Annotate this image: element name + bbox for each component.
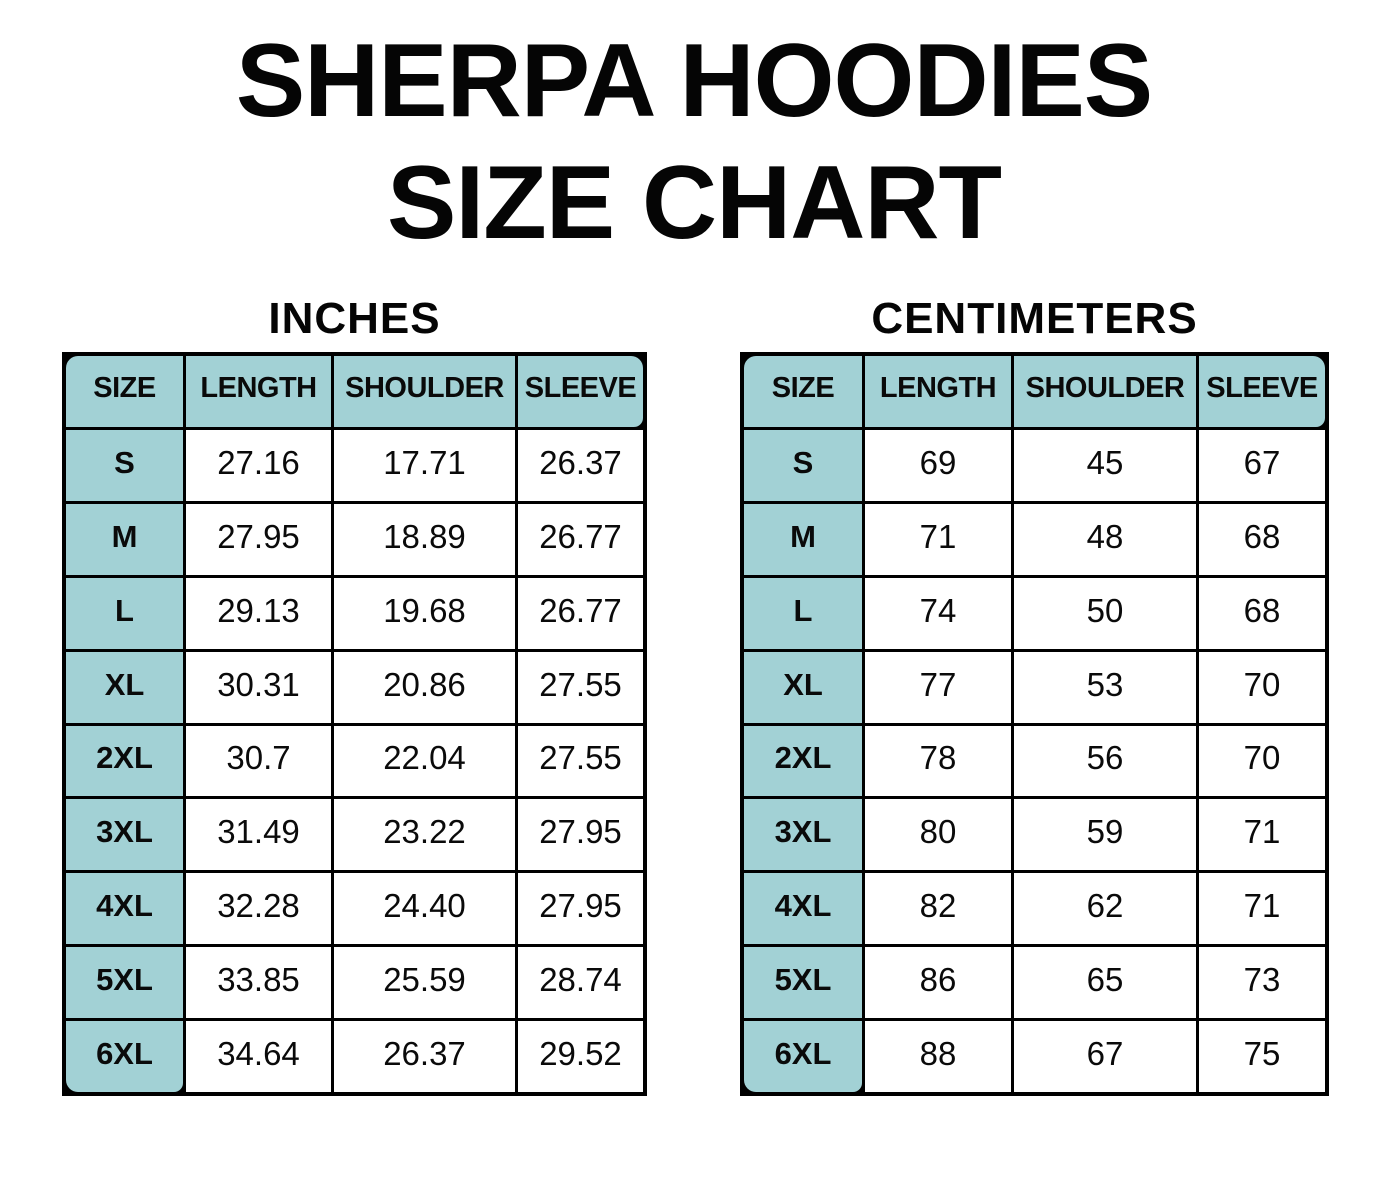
size-label-cell: 3XL [66, 799, 183, 870]
column-header-shoulder: SHOULDER [1014, 356, 1196, 427]
measurement-cell: 29.13 [186, 578, 331, 649]
size-label-cell: XL [66, 652, 183, 723]
size-label-cell: S [744, 430, 862, 501]
page-title [0, 20, 1388, 264]
measurement-cell: 28.74 [518, 947, 643, 1018]
measurement-cell: 67 [1014, 1021, 1196, 1092]
measurement-cell: 88 [865, 1021, 1011, 1092]
measurement-cell: 27.55 [518, 726, 643, 797]
page-title-line2: SIZE CHART [387, 145, 1001, 261]
measurement-cell: 45 [1014, 430, 1196, 501]
measurement-cell: 29.52 [518, 1021, 643, 1092]
measurement-cell: 75 [1199, 1021, 1325, 1092]
measurement-cell: 73 [1199, 947, 1325, 1018]
measurement-cell: 67 [1199, 430, 1325, 501]
measurement-cell: 27.95 [518, 873, 643, 944]
measurement-cell: 32.28 [186, 873, 331, 944]
measurement-cell: 27.16 [186, 430, 331, 501]
measurement-cell: 71 [1199, 799, 1325, 870]
centimeters-label: CENTIMETERS [871, 294, 1198, 343]
measurement-cell: 70 [1199, 652, 1325, 723]
column-header-sleeve: SLEEVE [518, 356, 643, 427]
measurement-cell: 19.68 [334, 578, 515, 649]
measurement-cell: 27.95 [186, 504, 331, 575]
measurement-cell: 59 [1014, 799, 1196, 870]
size-label-cell: 2XL [744, 726, 862, 797]
measurement-cell: 26.77 [518, 504, 643, 575]
measurement-cell: 30.7 [186, 726, 331, 797]
measurement-cell: 26.37 [334, 1021, 515, 1092]
size-label-cell: 6XL [744, 1021, 862, 1092]
measurement-cell: 48 [1014, 504, 1196, 575]
measurement-cell: 20.86 [334, 652, 515, 723]
measurement-cell: 69 [865, 430, 1011, 501]
measurement-cell: 71 [865, 504, 1011, 575]
measurement-cell: 56 [1014, 726, 1196, 797]
column-header-shoulder: SHOULDER [334, 356, 515, 427]
centimeters-table [740, 352, 1329, 1096]
size-label-cell: 6XL [66, 1021, 183, 1092]
measurement-cell: 24.40 [334, 873, 515, 944]
size-label-cell: S [66, 430, 183, 501]
measurement-cell: 77 [865, 652, 1011, 723]
page-title-line1: SHERPA HOODIES [235, 23, 1153, 139]
inches-table [62, 352, 647, 1096]
measurement-cell: 23.22 [334, 799, 515, 870]
size-label-cell: M [66, 504, 183, 575]
size-label-cell: 4XL [66, 873, 183, 944]
measurement-cell: 34.64 [186, 1021, 331, 1092]
measurement-cell: 71 [1199, 873, 1325, 944]
measurement-cell: 27.95 [518, 799, 643, 870]
measurement-cell: 74 [865, 578, 1011, 649]
size-label-cell: M [744, 504, 862, 575]
measurement-cell: 30.31 [186, 652, 331, 723]
measurement-cell: 31.49 [186, 799, 331, 870]
size-label-cell: 4XL [744, 873, 862, 944]
column-header-size: SIZE [744, 356, 862, 427]
measurement-cell: 22.04 [334, 726, 515, 797]
measurement-cell: 53 [1014, 652, 1196, 723]
measurement-cell: 33.85 [186, 947, 331, 1018]
measurement-cell: 17.71 [334, 430, 515, 501]
size-label-cell: 5XL [744, 947, 862, 1018]
column-header-length: LENGTH [865, 356, 1011, 427]
measurement-cell: 78 [865, 726, 1011, 797]
column-header-sleeve: SLEEVE [1199, 356, 1325, 427]
measurement-cell: 68 [1199, 504, 1325, 575]
measurement-cell: 26.37 [518, 430, 643, 501]
measurement-cell: 65 [1014, 947, 1196, 1018]
size-label-cell: XL [744, 652, 862, 723]
size-label-cell: 5XL [66, 947, 183, 1018]
column-header-size: SIZE [66, 356, 183, 427]
size-label-cell: L [66, 578, 183, 649]
size-label-cell: 2XL [66, 726, 183, 797]
measurement-cell: 50 [1014, 578, 1196, 649]
measurement-cell: 82 [865, 873, 1011, 944]
measurement-cell: 80 [865, 799, 1011, 870]
measurement-cell: 18.89 [334, 504, 515, 575]
column-header-length: LENGTH [186, 356, 331, 427]
measurement-cell: 25.59 [334, 947, 515, 1018]
inches-label: INCHES [268, 294, 441, 343]
measurement-cell: 68 [1199, 578, 1325, 649]
measurement-cell: 26.77 [518, 578, 643, 649]
measurement-cell: 70 [1199, 726, 1325, 797]
measurement-cell: 27.55 [518, 652, 643, 723]
measurement-cell: 62 [1014, 873, 1196, 944]
measurement-cell: 86 [865, 947, 1011, 1018]
size-label-cell: L [744, 578, 862, 649]
size-label-cell: 3XL [744, 799, 862, 870]
